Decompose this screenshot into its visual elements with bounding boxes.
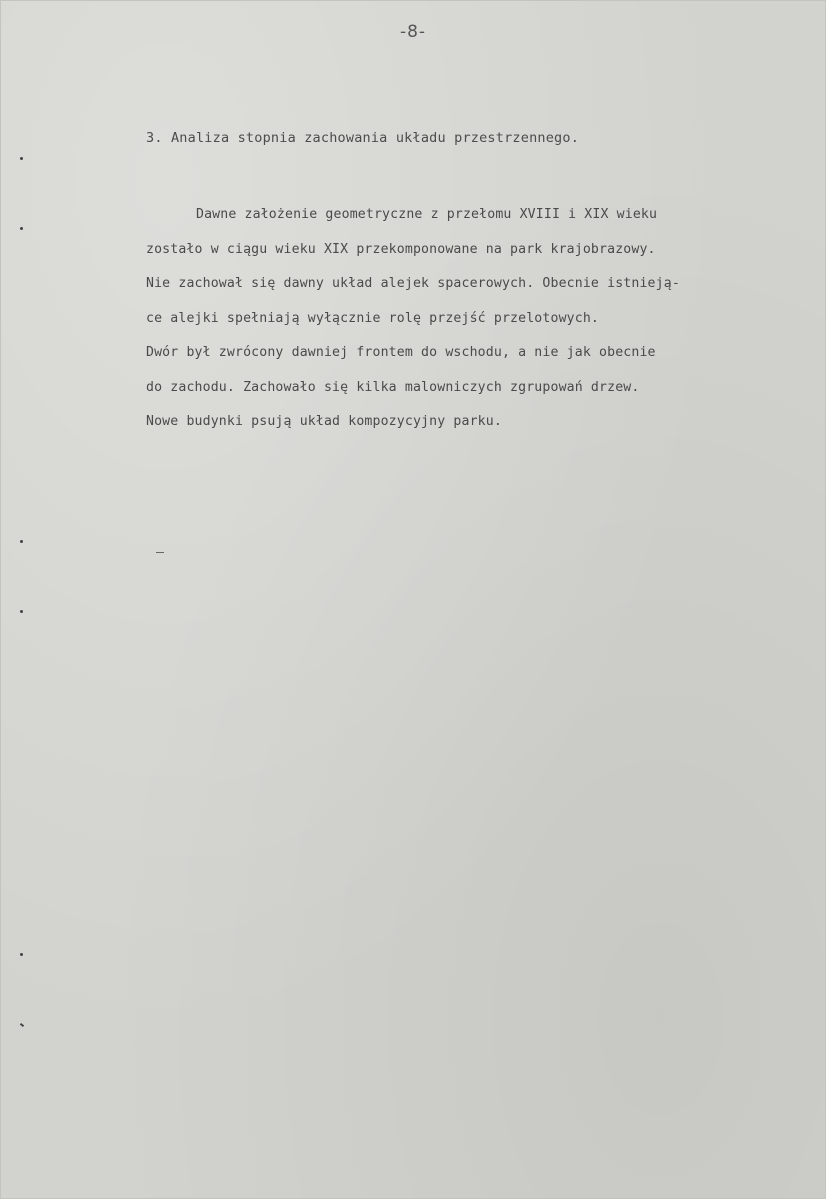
margin-mark — [20, 227, 23, 230]
body-paragraph — [146, 198, 806, 440]
paragraph-line: Nie zachował się dawny układ alejek spacerowych. Obecnie istnieją- — [146, 276, 680, 291]
page-number: -8- — [399, 22, 427, 42]
margin-mark — [20, 540, 23, 543]
paragraph-line: zostało w ciągu wieku XIX przekomponowane na park krajobrazowy. — [146, 241, 656, 257]
section-heading: 3. Analiza stopnia zachowania układu przestrzennego. — [146, 130, 580, 146]
margin-mark — [20, 610, 23, 613]
stray-mark — [156, 552, 164, 553]
paragraph-line: Dawne założenie geometryczne z przełomu XVIII i XIX wieku — [196, 207, 658, 222]
paragraph-line: do zachodu. Zachowało się kilka malowniczych zgrupowań drzew. — [146, 379, 640, 395]
margin-mark — [20, 953, 23, 956]
margin-mark — [20, 157, 23, 160]
margin-mark — [20, 1023, 24, 1027]
paragraph-line: ce alejki spełniają wyłącznie rolę przejść przelotowych. — [146, 310, 600, 326]
paragraph-line: Nowe budynki psują układ kompozycyjny parku. — [146, 414, 502, 429]
paragraph-line: Dwór był zwrócony dawniej frontem do wschodu, a nie jak obecnie — [146, 345, 656, 360]
